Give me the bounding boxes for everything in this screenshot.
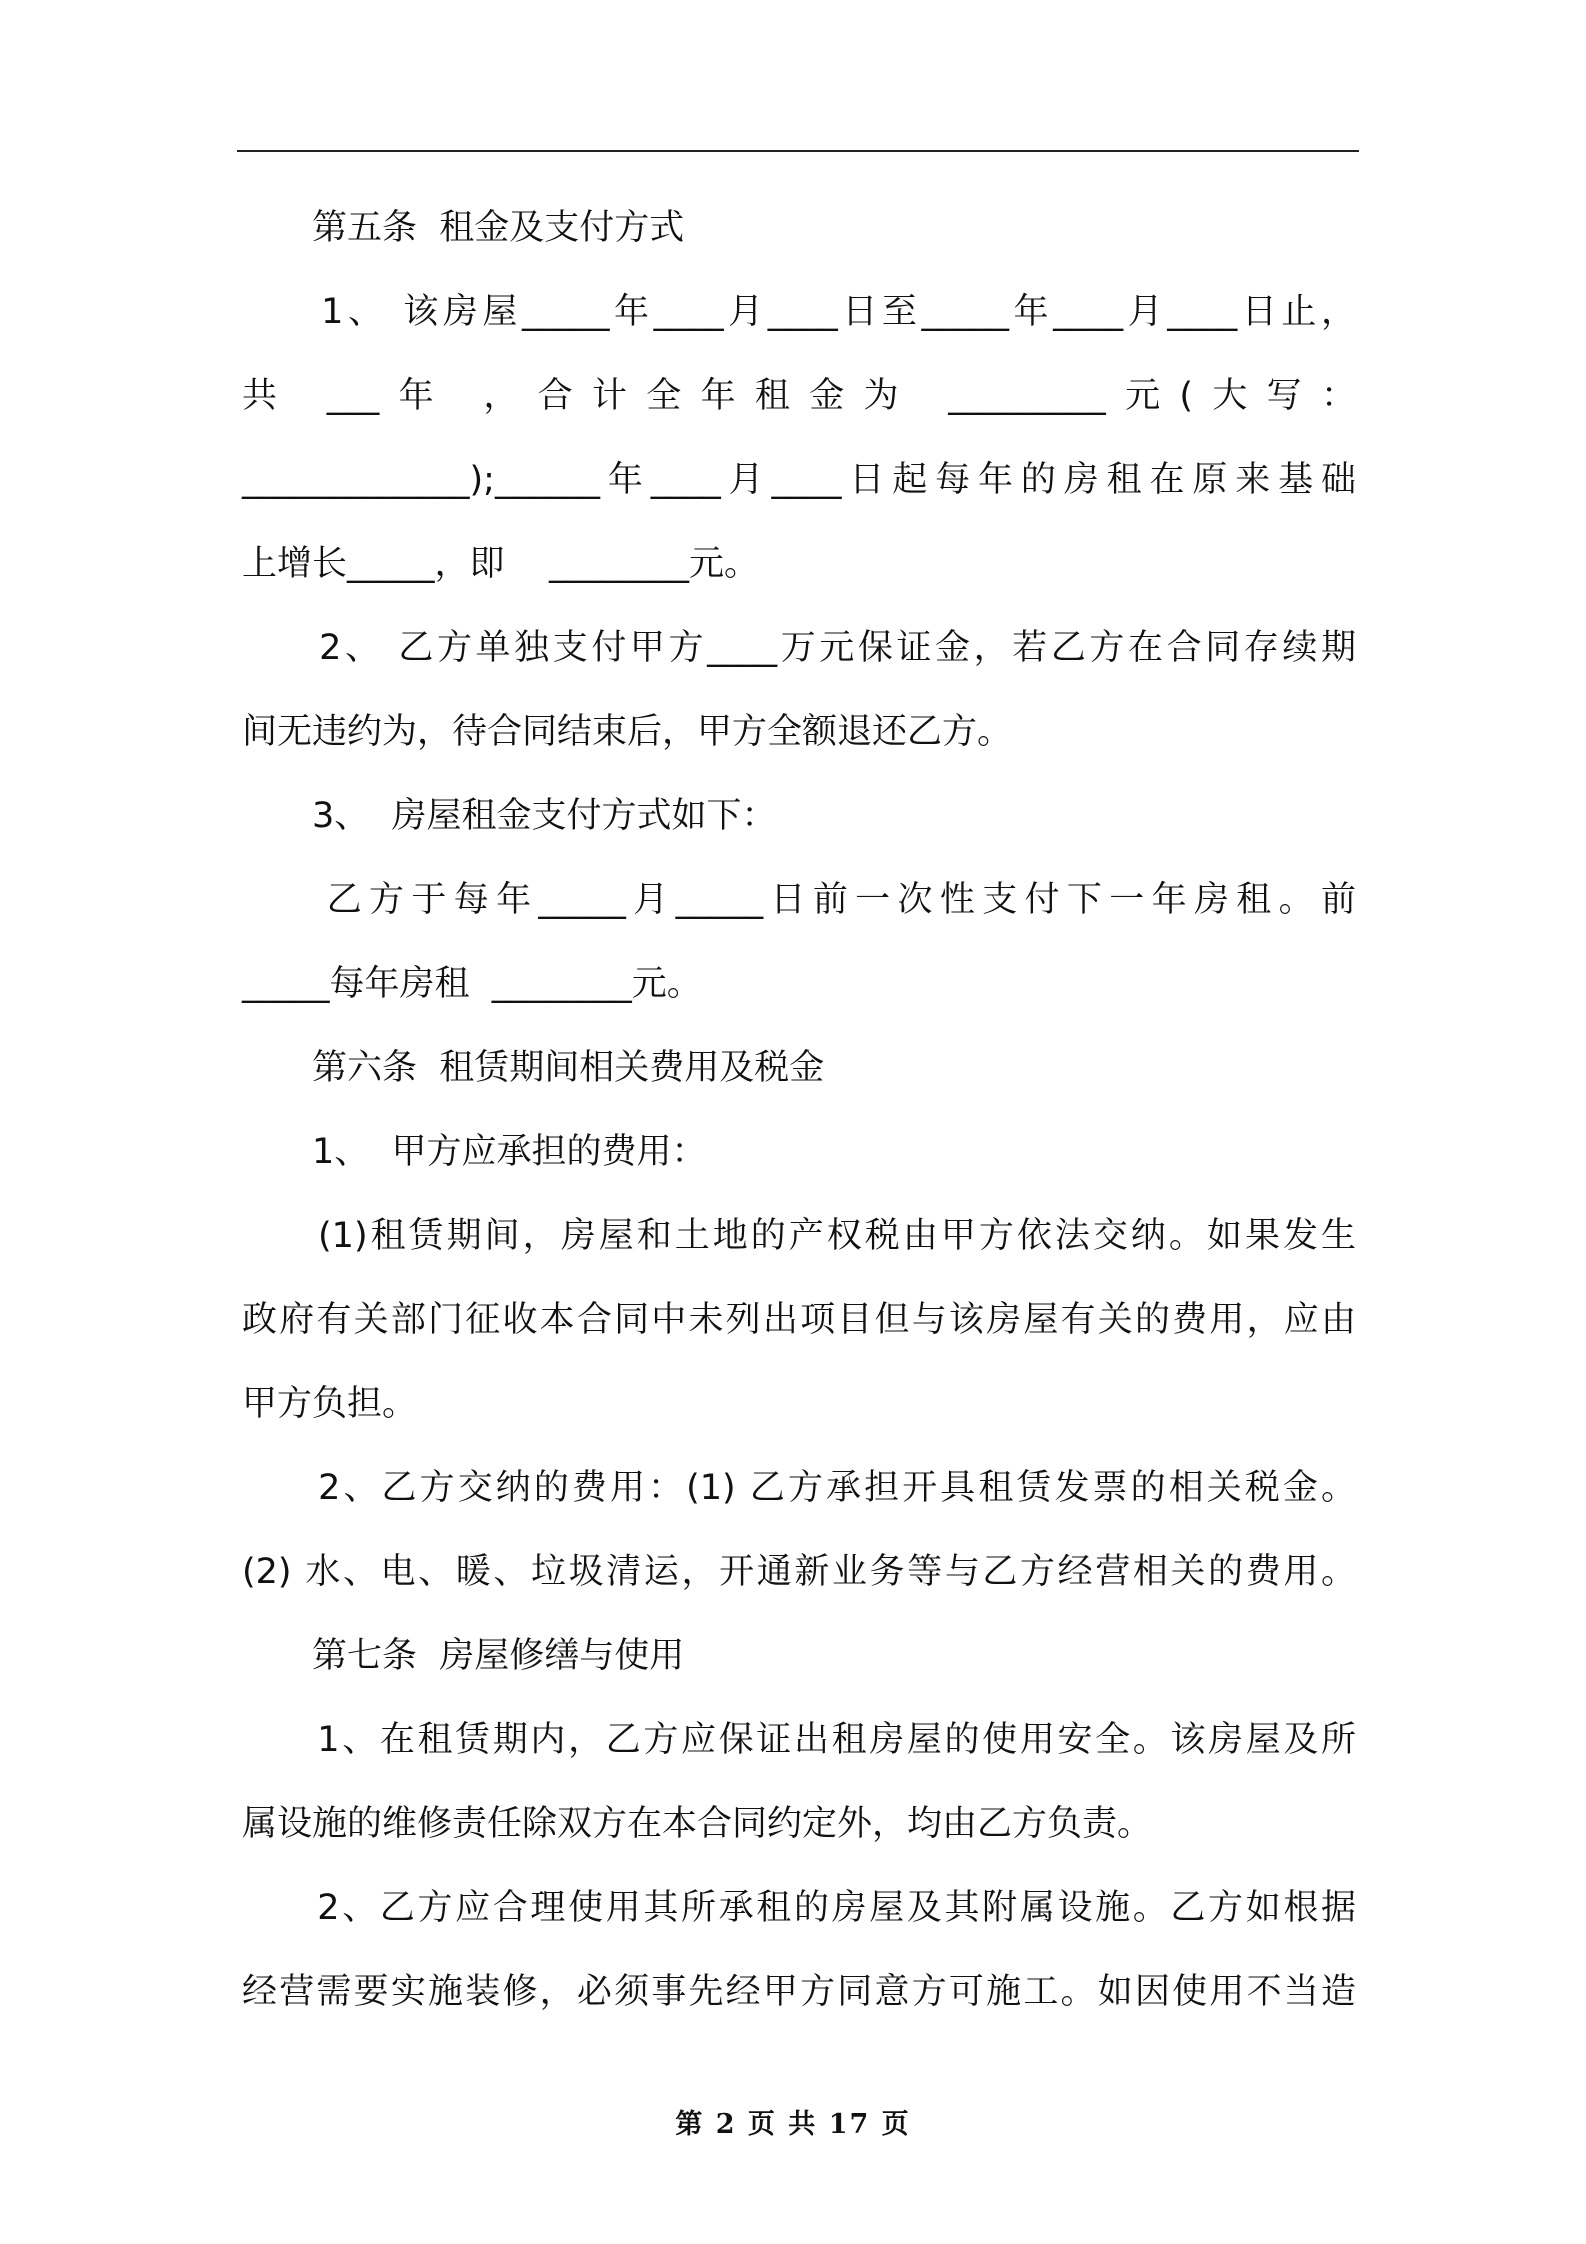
paragraph-line: _____________);______年____月____日起每年的房租在原来基础 bbox=[242, 460, 1356, 500]
paragraph-line: 间无违约为，待合同结束后，甲方全额退还乙方。 bbox=[242, 712, 1013, 752]
paragraph-line: 甲方负担。 bbox=[242, 1384, 418, 1424]
paragraph-line: (1)租赁期间，房屋和土地的产权税由甲方依法交纳。如果发生 bbox=[242, 1216, 1356, 1256]
paragraph-line: 2、乙方应合理使用其所承租的房屋及其附属设施。乙方如根据 bbox=[242, 1888, 1356, 1928]
page-number: 第 2 页 共 17 页 bbox=[675, 2109, 911, 2140]
paragraph-line: 2、乙方交纳的费用：(1) 乙方承担开具租赁发票的相关税金。 bbox=[242, 1468, 1356, 1508]
paragraph-line: 经营需要实施装修，必须事先经甲方同意方可施工。如因使用不当造 bbox=[242, 1972, 1356, 2012]
section-5-heading: 第五条 租金及支付方式 bbox=[242, 208, 685, 248]
paragraph-line: 共 ___年 ，合计全年租金为 _________元(大写： bbox=[242, 376, 1356, 416]
paragraph-line: 1、 该房屋_____年____月____日至_____年____月____日止， bbox=[242, 292, 1356, 332]
header-rule bbox=[237, 150, 1359, 152]
paragraph-line: 2、 乙方单独支付甲方____万元保证金，若乙方在合同存续期 bbox=[242, 628, 1356, 668]
paragraph-line: 政府有关部门征收本合同中未列出项目但与该房屋有关的费用，应由 bbox=[242, 1300, 1356, 1340]
paragraph-line: _____每年房租 ________元。 bbox=[242, 964, 702, 1004]
paragraph-line: 1、 甲方应承担的费用： bbox=[242, 1132, 707, 1172]
paragraph-line: 3、 房屋租金支付方式如下： bbox=[242, 796, 777, 836]
paragraph-line: 1、在租赁期内，乙方应保证出租房屋的使用安全。该房屋及所 bbox=[242, 1720, 1356, 1760]
section-7-heading: 第七条 房屋修缮与使用 bbox=[242, 1636, 685, 1676]
paragraph-line: 属设施的维修责任除双方在本合同约定外，均由乙方负责。 bbox=[242, 1804, 1153, 1844]
paragraph-line: 上增长_____，即 ________元。 bbox=[242, 544, 760, 584]
paragraph-line: 乙方于每年_____月_____日前一次性支付下一年房租。前 bbox=[242, 880, 1356, 920]
section-6-heading: 第六条 租赁期间相关费用及税金 bbox=[242, 1048, 825, 1088]
paragraph-line: (2) 水、电、暖、垃圾清运，开通新业务等与乙方经营相关的费用。 bbox=[242, 1552, 1356, 1592]
